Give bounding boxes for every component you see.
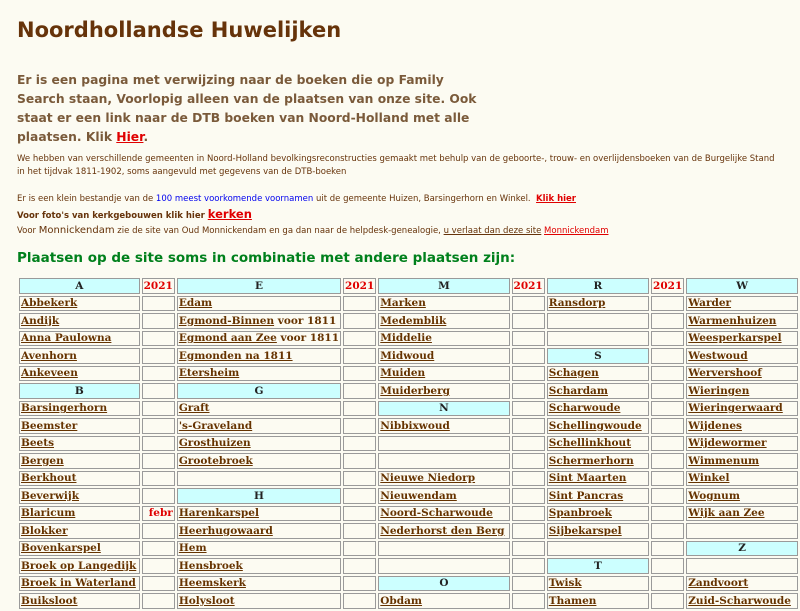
- monnickendam-line: [17, 225, 609, 237]
- monnickendam-link[interactable]: Monnickendam: [544, 226, 609, 236]
- empty-cell: [512, 348, 545, 364]
- place-cell: [547, 593, 649, 609]
- table-row: [19, 436, 798, 452]
- empty-cell: [343, 401, 376, 417]
- place-link[interactable]: Sint Maarten: [548, 472, 627, 485]
- empty-cell: [378, 541, 509, 557]
- photos-line: [17, 208, 252, 222]
- place-cell: [378, 366, 509, 382]
- place-cell: [547, 418, 649, 434]
- empty-cell: [142, 296, 175, 312]
- empty-cell: [651, 453, 684, 469]
- year-label: 2021: [143, 279, 173, 292]
- place-link[interactable]: Harenkarspel: [178, 507, 259, 520]
- place-link[interactable]: Avenhorn: [21, 349, 77, 362]
- place-link[interactable]: Noord-Scharwoude: [380, 507, 493, 520]
- empty-cell: [651, 331, 684, 347]
- table-row: [19, 418, 798, 434]
- place-note: voor 1811: [276, 332, 340, 345]
- place-link[interactable]: Hensbroek: [178, 559, 243, 572]
- letter-header: W: [686, 278, 798, 294]
- table-row: [19, 313, 798, 329]
- letter-header: O: [378, 576, 509, 592]
- page-title: Noordhollandse Huwelijken: [17, 18, 342, 42]
- letter-header: A: [19, 278, 140, 294]
- place-cell: [547, 383, 649, 399]
- place-link[interactable]: Holysloot: [178, 594, 235, 607]
- leave-site-text: u verlaat dan deze site: [443, 226, 542, 236]
- place-link[interactable]: Marken: [380, 297, 426, 310]
- places-heading: Plaatsen op de site soms in combinatie met andere plaatsen zijn:: [17, 250, 516, 266]
- place-link[interactable]: Hem: [178, 542, 207, 555]
- table-row: [19, 383, 798, 399]
- empty-cell: [343, 488, 376, 504]
- place-link[interactable]: Broek op Langedijk: [21, 559, 137, 572]
- place-link[interactable]: Beets: [21, 437, 54, 450]
- place-link[interactable]: Bergen: [21, 454, 64, 467]
- place-link[interactable]: Abbekerk: [21, 297, 78, 310]
- place-cell: [378, 471, 509, 487]
- place-cell: [686, 366, 798, 382]
- reconstruction-line-1: We hebben van verschillende gemeenten in Noord-Holland bevolkingsreconstructies gemaakt met behulp van de geboorte-, trouw- en overlijdensboeken van de Burgelijke Stand: [17, 154, 775, 164]
- place-cell: [19, 471, 140, 487]
- place-link[interactable]: Middelie: [380, 332, 432, 345]
- year-label: 2021: [513, 279, 543, 292]
- empty-cell: [512, 418, 545, 434]
- year-label: 2021: [345, 279, 375, 292]
- table-row: [19, 506, 798, 522]
- photos-text: Voor foto's van kerkgebouwen klik hier: [17, 211, 208, 221]
- place-link[interactable]: Broek in Waterland: [21, 577, 136, 590]
- place-cell: [686, 331, 798, 347]
- place-cell: [686, 506, 798, 522]
- place-link[interactable]: Edam: [178, 297, 213, 310]
- table-row: [19, 401, 798, 417]
- place-cell: [378, 523, 509, 539]
- place-cell: [378, 506, 509, 522]
- empty-cell: [142, 331, 175, 347]
- place-cell: [177, 366, 341, 382]
- place-link[interactable]: Nieuwe Niedorp: [380, 472, 476, 485]
- date-note: febr: [142, 506, 175, 522]
- place-cell: [177, 296, 341, 312]
- place-link[interactable]: Ankeveen: [21, 367, 78, 380]
- empty-cell: [512, 296, 545, 312]
- place-link[interactable]: Zuid-Scharwoude: [688, 594, 791, 607]
- place-cell: [177, 453, 341, 469]
- place-cell: [19, 593, 140, 609]
- place-cell: [19, 576, 140, 592]
- empty-cell: [142, 383, 175, 399]
- place-link[interactable]: Grosthuizen: [178, 437, 251, 450]
- intro-text: Er is een pagina met verwijzing naar de boeken die op Family Search staan, Voorlopig alleen van de plaatsen van onze site. Ook staat er een link naar de DTB boeken van Noord-Holland met alle plaatsen. Klik: [17, 73, 477, 144]
- place-cell: [19, 453, 140, 469]
- place-cell: [547, 436, 649, 452]
- empty-cell: [651, 541, 684, 557]
- empty-cell: [512, 401, 545, 417]
- place-cell: [177, 523, 341, 539]
- place-link[interactable]: Wognum: [688, 489, 740, 502]
- place-link[interactable]: Blokker: [21, 524, 68, 537]
- place-link[interactable]: Muiden: [380, 367, 426, 380]
- place-cell: [19, 348, 140, 364]
- place-link[interactable]: Thamen: [548, 594, 597, 607]
- place-cell: [177, 331, 341, 347]
- table-row: [19, 558, 798, 574]
- names-line: [17, 193, 576, 205]
- empty-cell: [343, 313, 376, 329]
- empty-cell: [686, 523, 798, 539]
- empty-cell: [512, 593, 545, 609]
- empty-cell: [512, 313, 545, 329]
- place-link[interactable]: Wijdenes: [688, 419, 742, 432]
- place-cell: [378, 348, 509, 364]
- table-row: [19, 523, 798, 539]
- empty-cell: [343, 383, 376, 399]
- table-row: [19, 576, 798, 592]
- place-link[interactable]: Wieringerwaard: [688, 402, 783, 415]
- place-cell: [378, 488, 509, 504]
- place-link[interactable]: Egmond aan Zee: [178, 332, 277, 345]
- empty-cell: [651, 436, 684, 452]
- empty-cell: [343, 331, 376, 347]
- place-cell: [686, 453, 798, 469]
- place-cell: [547, 471, 649, 487]
- empty-cell: [142, 453, 175, 469]
- place-cell: [378, 383, 509, 399]
- place-cell: [547, 488, 649, 504]
- monnickendam-prefix: Voor: [17, 226, 39, 236]
- table-row: [19, 331, 798, 347]
- place-cell: [19, 488, 140, 504]
- letter-header: G: [177, 383, 341, 399]
- place-link[interactable]: Wijk aan Zee: [688, 507, 765, 520]
- place-link[interactable]: Wijdewormer: [688, 437, 767, 450]
- place-link[interactable]: Wieringen: [688, 384, 750, 397]
- empty-cell: [651, 348, 684, 364]
- empty-cell: [512, 523, 545, 539]
- place-link[interactable]: Muiderberg: [380, 384, 450, 397]
- klik-hier-link[interactable]: Klik hier: [536, 194, 576, 204]
- empty-cell: [142, 436, 175, 452]
- year-label: 2021: [653, 279, 683, 292]
- empty-cell: [142, 471, 175, 487]
- empty-cell: [142, 558, 175, 574]
- place-link[interactable]: Nibbixwoud: [380, 419, 450, 432]
- place-cell: [177, 436, 341, 452]
- place-cell: [378, 313, 509, 329]
- table-header-row: [19, 278, 798, 294]
- place-link[interactable]: Westwoud: [688, 349, 748, 362]
- empty-cell: [343, 296, 376, 312]
- place-cell: [19, 541, 140, 557]
- place-cell: [686, 296, 798, 312]
- place-link[interactable]: Wimmenum: [688, 454, 760, 467]
- place-link[interactable]: Warmenhuizen: [688, 314, 777, 327]
- table-row: [19, 541, 798, 557]
- empty-cell: [343, 471, 376, 487]
- place-cell: [177, 593, 341, 609]
- place-cell: [547, 523, 649, 539]
- table-row: [19, 348, 798, 364]
- empty-cell: [512, 331, 545, 347]
- place-link[interactable]: Anna Paulowna: [21, 332, 112, 345]
- empty-cell: [343, 541, 376, 557]
- place-cell: [19, 296, 140, 312]
- place-cell: [177, 541, 341, 557]
- place-link[interactable]: Schardam: [548, 384, 608, 397]
- place-link[interactable]: Zandvoort: [688, 577, 749, 590]
- place-link[interactable]: Warder: [688, 297, 732, 310]
- empty-cell: [142, 366, 175, 382]
- empty-cell: [343, 418, 376, 434]
- place-cell: [686, 348, 798, 364]
- place-cell: [686, 488, 798, 504]
- place-link[interactable]: Scharwoude: [548, 402, 621, 415]
- place-cell: [19, 366, 140, 382]
- place-cell: [686, 593, 798, 609]
- empty-cell: [651, 366, 684, 382]
- letter-header: Z: [686, 541, 798, 557]
- empty-cell: [547, 331, 649, 347]
- empty-cell: [651, 401, 684, 417]
- empty-cell: [651, 506, 684, 522]
- hier-link[interactable]: Hier: [116, 130, 144, 144]
- place-link[interactable]: Obdam: [380, 594, 423, 607]
- kerken-link[interactable]: kerken: [207, 207, 252, 221]
- place-link[interactable]: Nederhorst den Berg: [380, 524, 505, 537]
- empty-cell: [512, 471, 545, 487]
- letter-header: S: [547, 348, 649, 364]
- empty-cell: [651, 488, 684, 504]
- empty-cell: [651, 576, 684, 592]
- place-link[interactable]: Sint Pancras: [548, 489, 624, 502]
- place-cell: [19, 523, 140, 539]
- intro-end: .: [143, 130, 149, 144]
- empty-cell: [651, 593, 684, 609]
- table-row: [19, 453, 798, 469]
- empty-cell: [512, 488, 545, 504]
- place-link[interactable]: Bovenkarspel: [21, 542, 101, 555]
- empty-cell: [512, 436, 545, 452]
- place-link[interactable]: Winkel: [688, 472, 730, 485]
- place-cell: [177, 348, 341, 364]
- table-row: [19, 488, 798, 504]
- empty-cell: [512, 506, 545, 522]
- names-after: uit de gemeente Huizen, Barsingerhorn en Winkel.: [313, 194, 531, 204]
- place-link[interactable]: Schellingwoude: [548, 419, 642, 432]
- place-cell: [547, 576, 649, 592]
- names-before: Er is een klein bestandje van de: [17, 194, 156, 204]
- empty-cell: [343, 593, 376, 609]
- empty-cell: [651, 313, 684, 329]
- table-row: [19, 296, 798, 312]
- place-cell: [177, 313, 341, 329]
- empty-cell: [343, 348, 376, 364]
- place-cell: [19, 331, 140, 347]
- place-link[interactable]: Beverwijk: [21, 489, 79, 502]
- place-link[interactable]: Schellinkhout: [548, 437, 632, 450]
- place-link[interactable]: Heerhugowaard: [178, 524, 273, 537]
- empty-cell: [343, 558, 376, 574]
- place-cell: [547, 453, 649, 469]
- letter-header: R: [547, 278, 649, 294]
- empty-cell: [512, 366, 545, 382]
- place-cell: [19, 506, 140, 522]
- place-cell: [547, 366, 649, 382]
- empty-cell: [142, 401, 175, 417]
- place-cell: [19, 401, 140, 417]
- place-link[interactable]: Nieuwendam: [380, 489, 457, 502]
- place-link[interactable]: Andijk: [21, 314, 60, 327]
- place-link[interactable]: Twisk: [548, 577, 582, 590]
- empty-cell: [142, 348, 175, 364]
- place-cell: [547, 296, 649, 312]
- place-link[interactable]: Grootebroek: [178, 454, 253, 467]
- empty-cell: [651, 471, 684, 487]
- place-cell: [19, 436, 140, 452]
- place-cell: [686, 436, 798, 452]
- place-cell: [19, 418, 140, 434]
- empty-cell: [343, 576, 376, 592]
- place-link[interactable]: Heemskerk: [178, 577, 246, 590]
- place-link[interactable]: Beemster: [21, 419, 78, 432]
- place-note: voor 1811: [274, 314, 337, 327]
- place-link[interactable]: Medemblik: [380, 314, 447, 327]
- place-link[interactable]: 's-Graveland: [178, 419, 253, 432]
- empty-cell: [512, 453, 545, 469]
- place-link[interactable]: Etersheim: [178, 367, 240, 380]
- empty-cell: [142, 418, 175, 434]
- empty-cell: [651, 296, 684, 312]
- place-cell: [686, 401, 798, 417]
- monnickendam-middle: zie de site van Oud Monnickendam en ga dan naar de helpdesk-genealogie,: [114, 226, 444, 236]
- empty-cell: [142, 523, 175, 539]
- place-link[interactable]: Egmond-Binnen: [178, 314, 275, 327]
- place-link[interactable]: Midwoud: [380, 349, 435, 362]
- place-link[interactable]: Schermerhorn: [548, 454, 634, 467]
- place-link[interactable]: Buiksloot: [21, 594, 78, 607]
- empty-cell: [512, 558, 545, 574]
- place-cell: [177, 576, 341, 592]
- place-cell: [686, 383, 798, 399]
- empty-cell: [177, 471, 341, 487]
- empty-cell: [512, 541, 545, 557]
- place-cell: [177, 506, 341, 522]
- place-cell: [378, 593, 509, 609]
- empty-cell: [343, 436, 376, 452]
- place-link[interactable]: Barsingerhorn: [21, 402, 108, 415]
- letter-header: H: [177, 488, 341, 504]
- empty-cell: [651, 523, 684, 539]
- empty-cell: [343, 523, 376, 539]
- letter-header: N: [378, 401, 509, 417]
- letter-header: E: [177, 278, 341, 294]
- place-cell: [547, 506, 649, 522]
- place-cell: [686, 576, 798, 592]
- letter-header: M: [378, 278, 509, 294]
- place-link[interactable]: Berkhout: [21, 472, 77, 485]
- empty-cell: [512, 576, 545, 592]
- place-cell: [547, 401, 649, 417]
- place-link[interactable]: Schagen: [548, 367, 599, 380]
- empty-cell: [142, 488, 175, 504]
- place-cell: [177, 418, 341, 434]
- place-cell: [177, 558, 341, 574]
- empty-cell: [686, 558, 798, 574]
- place-cell: [19, 313, 140, 329]
- empty-cell: [651, 558, 684, 574]
- place-cell: [686, 418, 798, 434]
- table-row: [19, 593, 798, 609]
- empty-cell: [142, 541, 175, 557]
- empty-cell: [651, 383, 684, 399]
- empty-cell: [142, 593, 175, 609]
- place-cell: [378, 418, 509, 434]
- place-link[interactable]: Weesperkarspel: [688, 332, 782, 345]
- empty-cell: [378, 453, 509, 469]
- place-cell: [686, 313, 798, 329]
- table-row: [19, 471, 798, 487]
- empty-cell: [343, 366, 376, 382]
- letter-header: T: [547, 558, 649, 574]
- place-link[interactable]: Graft: [178, 402, 210, 415]
- place-link[interactable]: Sijbekarspel: [548, 524, 622, 537]
- place-cell: [686, 471, 798, 487]
- empty-cell: [378, 436, 509, 452]
- place-link[interactable]: Wervershoof: [688, 367, 762, 380]
- place-link[interactable]: Egmonden na 1811: [178, 349, 293, 362]
- table-row: [19, 366, 798, 382]
- empty-cell: [512, 383, 545, 399]
- empty-cell: [378, 558, 509, 574]
- empty-cell: [142, 313, 175, 329]
- empty-cell: [142, 576, 175, 592]
- empty-cell: [651, 418, 684, 434]
- place-cell: [19, 558, 140, 574]
- place-link[interactable]: Spanbroek: [548, 507, 612, 520]
- intro-paragraph: [17, 71, 477, 147]
- empty-cell: [343, 453, 376, 469]
- place-link[interactable]: Ransdorp: [548, 297, 606, 310]
- place-cell: [378, 296, 509, 312]
- empty-cell: [547, 541, 649, 557]
- places-table: [17, 276, 800, 611]
- letter-header: B: [19, 383, 140, 399]
- reconstruction-line-2: in het tijdvak 1811-1902, soms aangevuld met gegevens van de DTB-boeken: [17, 167, 347, 177]
- place-cell: [378, 331, 509, 347]
- empty-cell: [547, 313, 649, 329]
- place-cell: [177, 401, 341, 417]
- place-link[interactable]: Blaricum: [21, 507, 76, 520]
- empty-cell: [343, 506, 376, 522]
- monnickendam-place: Monnickendam: [38, 225, 115, 236]
- names-highlight: 100 meest voorkomende voornamen: [155, 194, 314, 204]
